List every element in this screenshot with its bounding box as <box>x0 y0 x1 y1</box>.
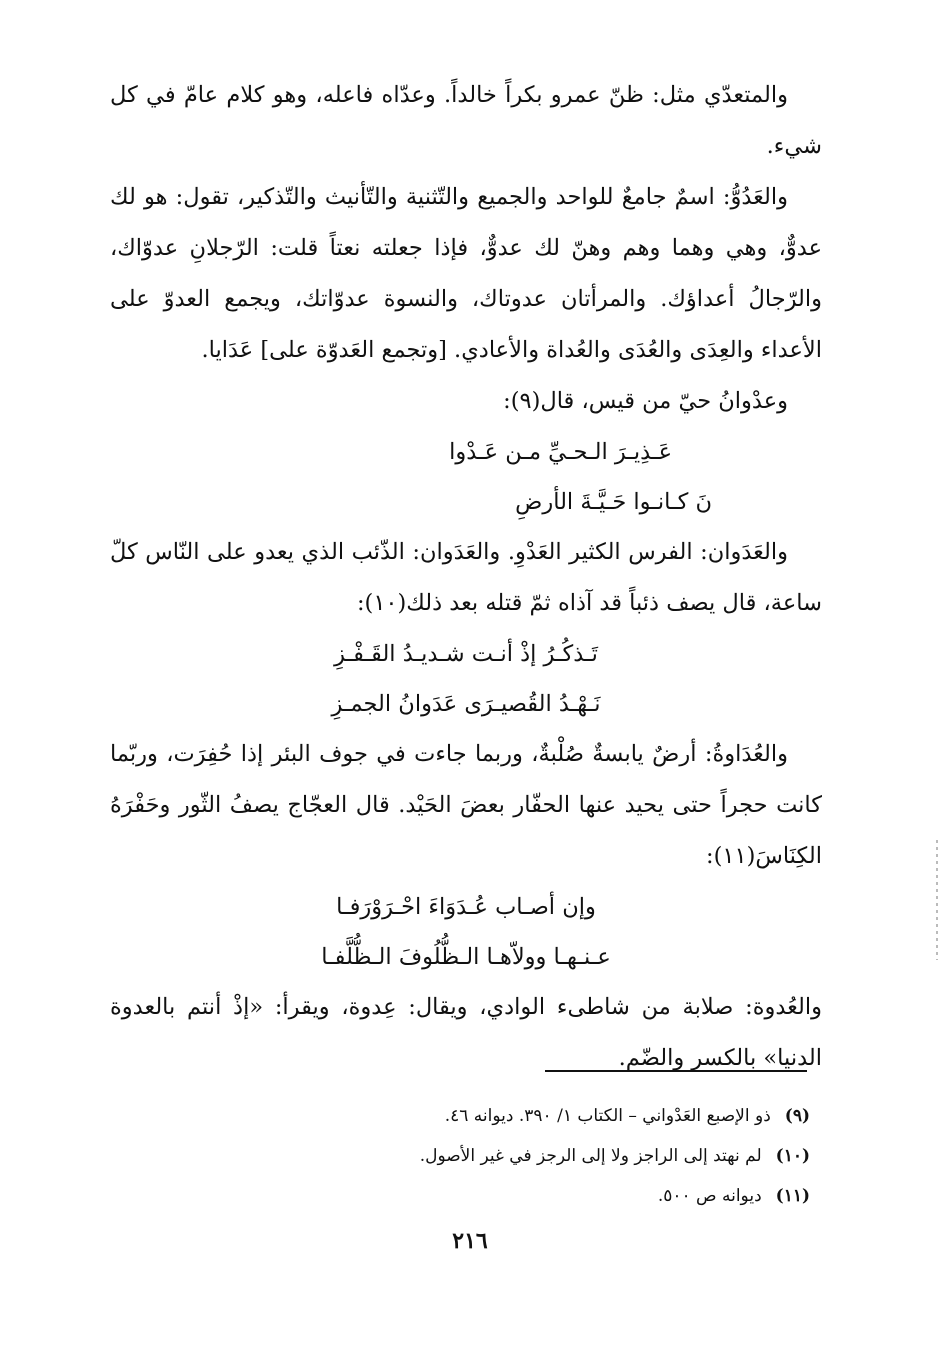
footnote-9 <box>160 1096 810 1136</box>
footnote-text: ذو الإصبع العَدْواني – الكتاب ١/ ٣٩٠. ديوانه ٤٦. <box>444 1106 771 1126</box>
footnote-number: (١٠) <box>775 1146 810 1166</box>
scan-edge-mark <box>936 840 938 960</box>
verse-2-second-hemistich: نَـهْـدُ القُصيـرَى عَدَوانُ الجمـزِ <box>331 691 601 717</box>
footnote-10 <box>160 1136 810 1176</box>
paragraph-adawan: والعَدَوان: الفرس الكثير العَدْوِ. والعَدَوان: الذّئب الذي يعدو على النّاس كلّ ساعة، قال يصف ذئباً قد آذاه ثمّ قتله بعد ذلك(١٠): <box>110 539 822 616</box>
verse-2-first-hemistich: تَـذكُـرُ إذْ أنـت شـديـدُ القَـفْـزِ <box>334 641 598 667</box>
verse-3-first-hemistich: وإن أصـاب عُـدَوَاءَ احْـرَوْرَفـا <box>336 894 596 920</box>
main-text <box>110 70 822 1084</box>
paragraph-udwa: والعُدوة: صلابة من شاطىء الوادي، ويقال: عِدوة، ويقرأ: «إذْ أنتم بالعدوة الدنيا» بالكسر والضّم. <box>110 994 822 1071</box>
verse-1-second-hemistich: نَ كـانـوا حَـيَّـةَ الأرضِ <box>515 489 712 515</box>
page-number: ٢١٦ <box>452 1228 488 1254</box>
footnote-text: ديوانه ص ٥٠٠. <box>657 1186 762 1206</box>
paragraph-adwan-tribe: وعدْوانُ حيّ من قيس، قال(٩): <box>503 388 788 414</box>
paragraph-transitive: والمتعدّي مثل: ظنّ عمرو بكراً خالداً. وعدّاه فاعله، وهو كلام عامّ في كل شيء. <box>110 82 822 159</box>
verse-3-second-hemistich: عـنـهـا وولاّهـا الـظُّلُوفَ الـظُّلَّفـا <box>321 944 611 970</box>
footnotes <box>160 1096 810 1216</box>
footnote-number: (٩) <box>784 1106 810 1126</box>
footnote-divider <box>545 1070 807 1072</box>
footnote-text: لم نهتد إلى الراجز ولا إلى الرجز في غير الأصول. <box>419 1146 762 1166</box>
footnote-11 <box>160 1176 810 1216</box>
paragraph-udawa: والعُدَاوةُ: أرضٌ يابسةٌ صُلْبةٌ، وربما جاءت في جوف البئر إذا حُفِرَت، وربّما كانت حجراً حتى يحيد عنها الحفّار بعضَ الحَيْد. قال العجّاج يصفُ الثّور وحَفْرَهُ الكِنَاسَ(١١): <box>110 741 822 869</box>
footnote-number: (١١) <box>775 1186 810 1206</box>
paragraph-aduw: والعَدُوُّ: اسمٌ جامعٌ للواحد والجميع والتّثنية والتّأنيث والتّذكير، تقول: هو لك عدوٌّ، وهي وهما وهم وهنّ لك عدوٌّ، فإذا جعلته نعتاً قلت: الرّجلانِ عدوّاك، والرّجالُ أعداؤك. والمرأتان عدوتاك، والنسوة عدوّاتك، ويجمع العدوّ على الأعداء والعِدَى والعُدَى والعُداة والأعادي. [وتجمع العَدوّة على] عَدَايا. <box>110 184 822 363</box>
verse-1-first-hemistich: عَـذِيـرَ الـحـيِّ مـن عَـدْوا <box>449 439 672 465</box>
